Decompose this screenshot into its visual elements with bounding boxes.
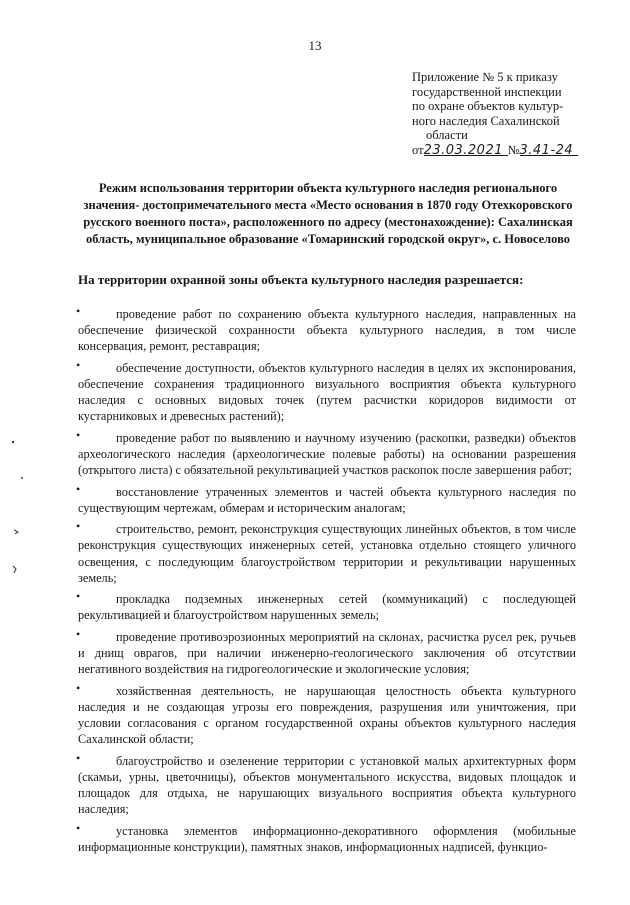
list-item xyxy=(78,306,576,355)
section-subheading: На территории охранной зоны объекта культурного наследия разрешается: xyxy=(78,272,524,287)
list-item xyxy=(76,481,576,516)
appendix-date-line xyxy=(412,143,582,158)
handwritten-date: 23.03.2021 xyxy=(423,142,503,158)
appendix-line-5: области xyxy=(426,128,468,142)
handwritten-number: 3.41-24 xyxy=(519,142,574,158)
list-item-text: проведение работ по сохранению объекта культурного наследия, направленных на обеспечение физической сохранности объекта культурного наследия, в том числе консервация, ремонт, реставрация; xyxy=(78,307,576,354)
permitted-activities-list xyxy=(78,306,576,860)
document-title: Режим использования территории объекта культурного наследия регионального значения- достопримечательного места «Место основания в 1870 году Отехкоровского русского военного поста», расположенного по адресу (местонахождение): Сахалинская область, муниципальное образование «Томаринский городской округ», с. Новоселово xyxy=(83,181,573,246)
bullet-icon: • xyxy=(76,427,81,442)
bullet-icon: • xyxy=(76,589,81,604)
bullet-icon: • xyxy=(76,481,81,496)
list-item xyxy=(76,820,576,855)
bullet-icon: • xyxy=(76,519,81,534)
list-item-text: восстановление утраченных элементов и частей объекта культурного наследия по существующим чертежам, обмерам и историческим аналогам; xyxy=(78,484,576,515)
number-prefix: № xyxy=(507,142,520,157)
appendix-line-4: ного наследия Сахалинской xyxy=(412,113,560,128)
scan-speck xyxy=(12,441,14,443)
page-number: 13 xyxy=(308,38,322,53)
date-prefix: от xyxy=(412,142,424,157)
list-item-text: строительство, ремонт, реконструкция существующих линейных объектов, в том числе реконструкция существующих инженерных сетей, установка отдельно стоящего уличного освещения, с последующим благоустройством территории и рекультивации нарушенных земель; xyxy=(78,522,576,585)
list-item xyxy=(76,357,576,425)
scan-speck xyxy=(14,530,18,534)
list-item xyxy=(78,591,576,623)
list-item xyxy=(76,626,576,678)
list-item-text: установка элементов информационно-декоративного оформления (мобильные информационные конструкции), памятных знаков, информационных надписей, функцио- xyxy=(78,823,576,854)
list-item-text: благоустройство и озеленение территории с установкой малых архитектурных форм (скамьи, урны, цветочницы), объектов монументального искусства, видовых площадок и площадок для отдыха, не нарушающих визуального восприятия объекта культурного наследия; xyxy=(78,753,576,817)
bullet-icon: • xyxy=(76,626,81,641)
bullet-icon: • xyxy=(76,750,81,765)
date-field xyxy=(424,143,508,156)
list-item-text: обеспечение доступности, объектов культурного наследия в целях их экспонирования, обеспечение сохранения традиционного визуального восприятия объекта культурного наследия с основных видовых точек (путем расчистки коридоров видимости от кустарниковых и древесных растений); xyxy=(78,360,576,424)
scan-speck xyxy=(13,566,16,573)
appendix-header xyxy=(412,70,582,157)
list-item xyxy=(76,427,576,479)
number-field xyxy=(520,143,578,156)
bullet-icon: • xyxy=(76,304,81,318)
list-item xyxy=(76,750,576,818)
list-item-text: прокладка подземных инженерных сетей (коммуникаций) с последующей рекультивацией и благоустройством нарушенных земель; xyxy=(78,592,576,623)
list-item-text: проведение работ по выявлению и научному изучению (раскопки, разведки) объектов археологического наследия (археологические полевые работы) на основании разрешения (открытого листа) с обязательной рекультивацией участков раскопок после завершения работ; xyxy=(78,430,576,478)
list-item-text: хозяйственная деятельность, не нарушающая целостность объекта культурного наследия и не создающая угрозы его повреждения, разрушения или уничтожения, при условии согласования с органом государственной охраны объектов культурного наследия Сахалинской области; xyxy=(78,683,576,747)
appendix-line-1: Приложение № 5 к приказу xyxy=(412,70,558,84)
scan-speck xyxy=(21,477,23,479)
bullet-icon: • xyxy=(76,680,81,695)
bullet-icon: • xyxy=(76,820,81,835)
list-item-text: проведение противоэрозионных мероприятий на склонах, расчистка русел рек, ручьев и днищ оврагов, при наличии инженерно-геологического заключения об отсутствии негативного воздействия на гидрогеологические и экологические условия; xyxy=(78,629,576,677)
list-item xyxy=(78,521,576,586)
appendix-line-2: государственной инспекции xyxy=(412,84,562,99)
appendix-line-3: по охране объектов культур- xyxy=(412,99,564,113)
bullet-icon: • xyxy=(76,357,81,372)
list-item xyxy=(76,680,576,748)
